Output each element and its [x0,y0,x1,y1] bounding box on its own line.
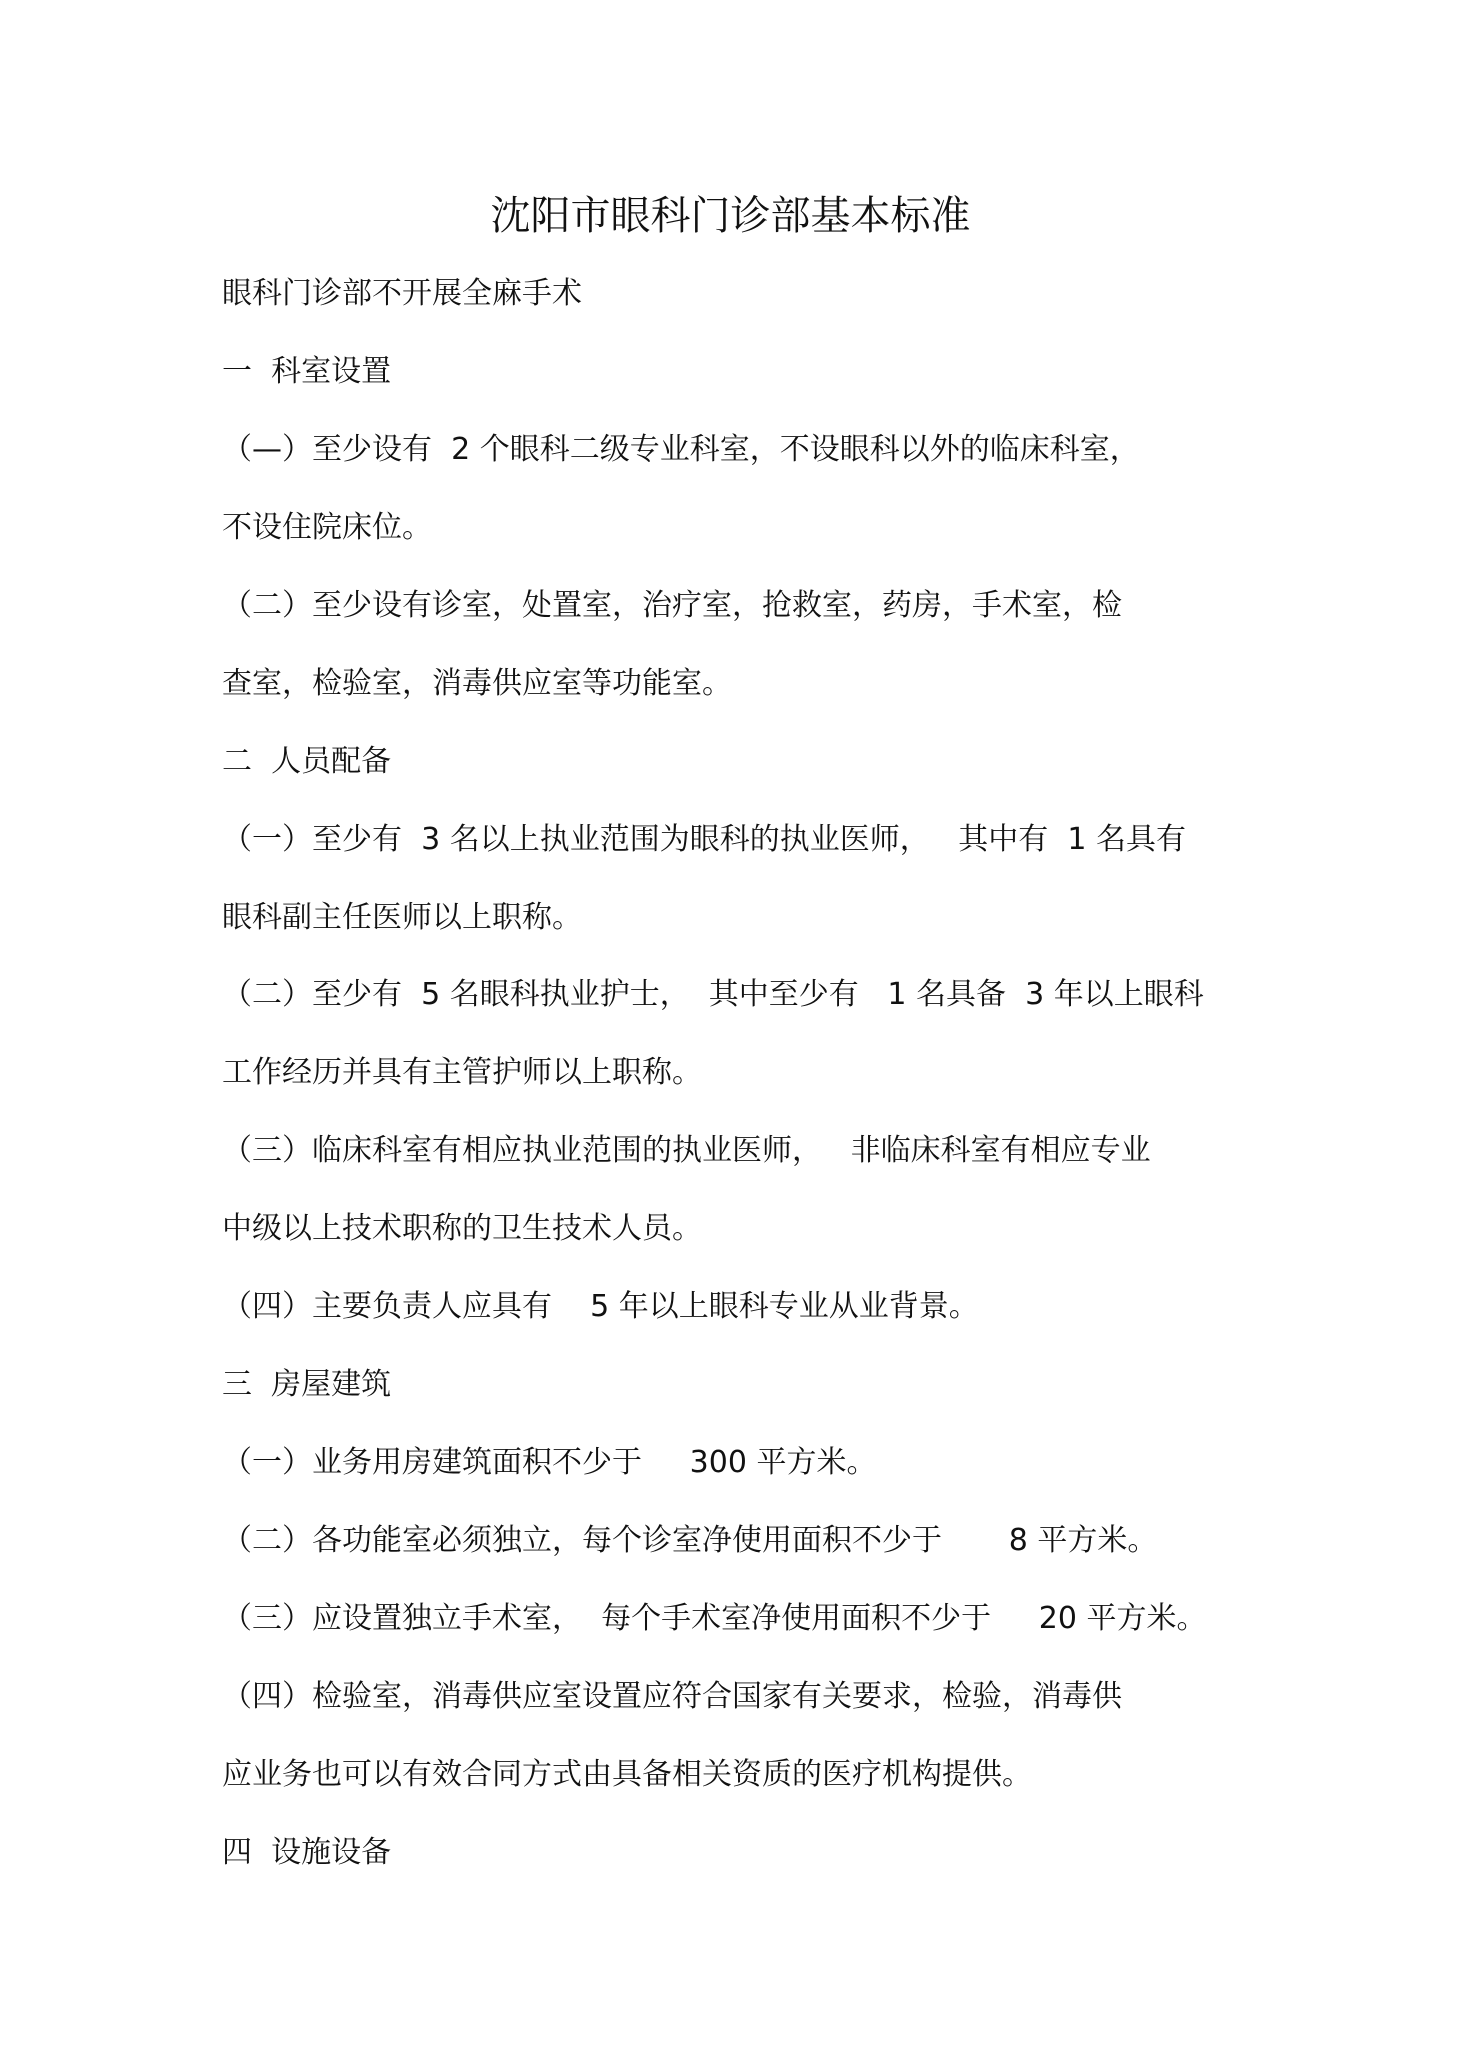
paragraph-line: （四）主要负责人应具有 5 年以上眼科专业从业背景。 [222,1289,979,1324]
paragraph-line: 眼科副主任医师以上职称。 [222,900,582,935]
paragraph-line: （二）各功能室必须独立，每个诊室净使用面积不少于 8 平方米。 [222,1523,1158,1558]
paragraph-line: 中级以上技术职称的卫生技术人员。 [222,1211,702,1246]
paragraph-line: （—）至少设有 2 个眼科二级专业科室，不设眼科以外的临床科室， [222,432,1140,467]
section-heading-4: 四 设施设备 [222,1835,392,1870]
paragraph-line: 应业务也可以有效合同方式由具备相关资质的医疗机构提供。 [222,1757,1032,1792]
paragraph-line: （一）至少有 3 名以上执业范围为眼科的执业医师， 其中有 1 名具有 [222,822,1186,857]
paragraph-line: （三）应设置独立手术室， 每个手术室净使用面积不少于 20 平方米。 [222,1601,1207,1636]
paragraph-line: （一）业务用房建筑面积不少于 300 平方米。 [222,1445,877,1480]
paragraph-line: 查室，检验室，消毒供应室等功能室。 [222,666,732,701]
paragraph-line: （二）至少有 5 名眼科执业护士， 其中至少有 1 名具备 3 年以上眼科 [222,977,1204,1012]
paragraph-line: 工作经历并具有主管护师以上职称。 [222,1055,702,1090]
paragraph-line: 不设住院床位。 [222,510,432,545]
document-title: 沈阳市眼科门诊部基本标准 [490,193,971,239]
paragraph-line: （二）至少设有诊室，处置室，治疗室，抢救室，药房，手术室，检 [222,588,1122,623]
paragraph-line: （四）检验室，消毒供应室设置应符合国家有关要求，检验，消毒供 [222,1679,1122,1714]
section-heading-3: 三 房屋建筑 [222,1367,392,1402]
section-heading-1: 一 科室设置 [222,354,392,389]
section-heading-2: 二 人员配备 [222,744,392,779]
intro-note: 眼科门诊部不开展全麻手术 [222,276,582,311]
paragraph-line: （三）临床科室有相应执业范围的执业医师， 非临床科室有相应专业 [222,1133,1151,1168]
